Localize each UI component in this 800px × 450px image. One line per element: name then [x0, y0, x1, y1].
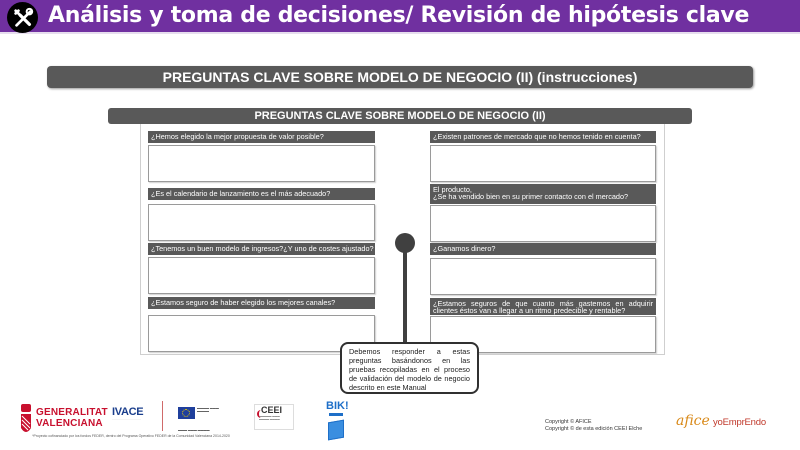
answer-box[interactable]	[430, 258, 656, 295]
instructions-banner: PREGUNTAS CLAVE SOBRE MODELO DE NEGOCIO (II) (instrucciones)	[47, 66, 753, 88]
question-label: ¿Existen patrones de mercado que no hemos tenido en cuenta?	[430, 131, 656, 143]
yoemprendo-logo: yoEmprEndo	[713, 417, 766, 428]
question-label: ¿Estamos seguros de que cuanto más gastemos en adquirir clientes éstos van a llegar a un ritmo predecible y rentable?	[430, 298, 656, 315]
frame-line	[140, 354, 340, 355]
generalitat-valenciana-logo	[20, 404, 120, 436]
generalitat-name	[36, 407, 108, 429]
copyright-line2: Copyright © de esta edición CEEI Elche	[545, 426, 643, 432]
bik-cube-icon	[328, 420, 344, 441]
ceei-name: CEEI	[261, 405, 283, 415]
question-label: ¿Tenemos un buen modelo de ingresos?¿Y uno de costes ajustado?	[148, 243, 375, 255]
copyright	[545, 419, 642, 433]
question-label: ¿Es el calendario de lanzamiento es el más adecuado?	[148, 188, 375, 200]
bik-name: BIK!	[326, 400, 349, 412]
ivace-logo	[112, 406, 152, 428]
tools-icon	[7, 2, 38, 33]
answer-box[interactable]	[430, 205, 656, 242]
answer-box[interactable]	[148, 145, 375, 182]
pin-icon	[395, 233, 415, 253]
generalitat-shield-icon	[20, 404, 32, 436]
answer-box[interactable]	[148, 204, 375, 241]
answer-box[interactable]	[430, 145, 656, 182]
question-label-line2: ¿Se ha vendido bien en su primer contacto con el mercado?	[433, 192, 629, 201]
pin-stem	[403, 245, 407, 344]
eu-caption: ▬▬▬ ▬▬▬ ▬▬▬▬	[178, 428, 210, 432]
ivace-subtitle: ·····························	[112, 417, 141, 421]
page-title: Análisis y toma de decisiones/ Revisión de hipótesis clave	[48, 3, 750, 28]
bik-bar	[329, 413, 343, 416]
bik-logo	[326, 400, 349, 444]
generalitat-line1: GENERALITAT	[36, 407, 108, 418]
funding-footnote: *Proyecto cofinanciado por los fondos FEDER, dentro del Programa Operativo FEDER de la Comunidad Valenciana 2014-2020	[32, 434, 230, 438]
question-label	[430, 184, 656, 204]
answer-box[interactable]	[148, 257, 375, 294]
frame-line	[664, 124, 665, 354]
question-label-line1: El producto,	[433, 185, 472, 194]
question-label: ¿Estamos seguro de haber elegido los mejores canales?	[148, 297, 375, 309]
frame-line	[479, 354, 665, 355]
logo-divider	[162, 401, 163, 431]
ceei-swoosh-icon	[257, 410, 265, 418]
question-label: ¿Hemos elegido la mejor propuesta de valor posible?	[148, 131, 375, 143]
ceei-subtitle: ▬▬▬▬▬ ▬▬▬ ▬▬▬▬ ▬▬▬▬	[259, 415, 280, 421]
title-bar	[0, 0, 800, 34]
frame-line	[140, 124, 141, 354]
generalitat-line2: VALENCIANA	[36, 418, 103, 429]
ivace-name: IVACE	[112, 406, 144, 418]
question-label: ¿Ganamos dinero?	[430, 243, 656, 255]
eu-feder-logo	[178, 406, 226, 432]
instruction-callout: Debemos responder a estas preguntas basándonos en las pruebas recopiladas en el proceso de validación del modelo de negocio descrito en este Manual	[340, 342, 479, 394]
worksheet-title: PREGUNTAS CLAVE SOBRE MODELO DE NEGOCIO (II)	[108, 108, 692, 124]
ceei-logo	[254, 404, 294, 430]
copyright-line1: Copyright © AFICE	[545, 419, 592, 425]
afice-logo: afice	[676, 413, 710, 429]
eu-text: ▬▬▬▬ ▬▬▬ ▬▬▬▬	[197, 406, 219, 413]
eu-flag-icon	[178, 407, 195, 419]
